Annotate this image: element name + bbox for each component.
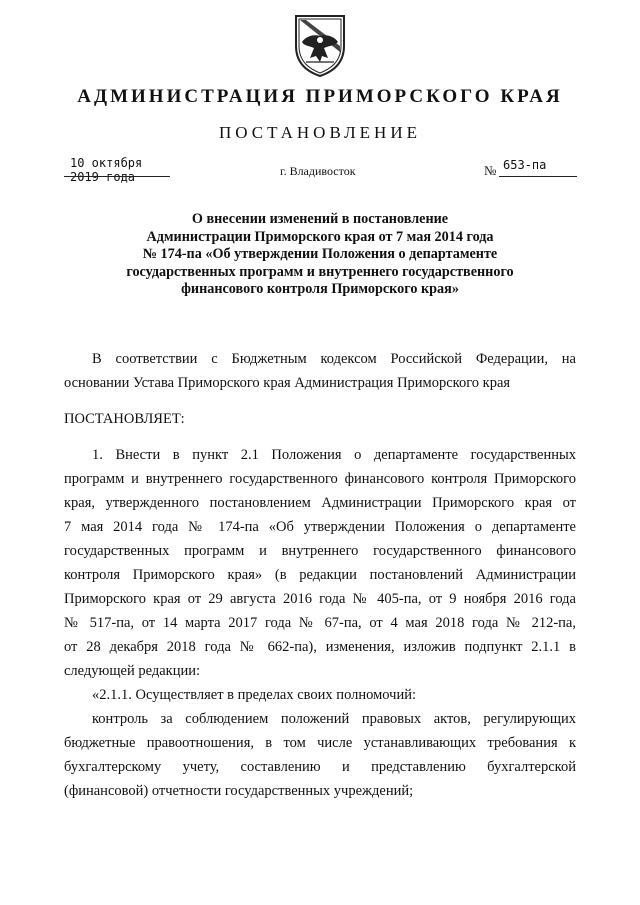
document-type: ПОСТАНОВЛЕНИЕ	[218, 123, 421, 142]
item1-line: следующей редакции:	[64, 663, 201, 679]
coat-of-arms-icon	[288, 12, 352, 78]
item1-line: государственных программ и внутреннего государственного финансового	[64, 543, 576, 559]
item1-line: Приморского края от 29 августа 2016 года № 405-па, от 9 ноября 2016 года	[64, 591, 576, 607]
document-city: г. Владивосток	[280, 164, 356, 178]
item1-line: № 517-па, от 14 марта 2017 года № 67-па, от 4 мая 2018 года № 212-па,	[64, 615, 576, 631]
item1-line: 1. Внести в пункт 2.1 Положения о департаменте государственных	[92, 447, 576, 463]
organization-title: АДМИНИСТРАЦИЯ ПРИМОРСКОГО КРАЯ	[77, 86, 563, 107]
preamble-line: основании Устава Приморского края Администрация Приморского края	[64, 375, 511, 391]
document-body	[64, 347, 576, 803]
item1-line: программ и внутреннего государственного финансового контроля Приморского	[64, 471, 576, 487]
decree-word: ПОСТАНОВЛЯЕТ:	[64, 411, 185, 427]
item1-line: 7 мая 2014 года № 174-па «Об утверждении Положения о департаменте	[64, 519, 576, 535]
title-line: Администрации Приморского края от 7 мая 2014 года	[146, 228, 494, 245]
document-date: 10 октября 2019 года	[70, 156, 143, 184]
title-line: государственных программ и внутреннего государственного	[126, 263, 514, 280]
subitem-211: «2.1.1. Осуществляет в пределах своих полномочий:	[92, 687, 416, 703]
control-line: контроль за соблюдением положений правовых актов, регулирующих	[92, 711, 576, 727]
control-line: (финансовой) отчетности государственных учреждений;	[64, 783, 414, 799]
document-title	[110, 211, 530, 299]
preamble-line: В соответствии с Бюджетным кодексом Российской Федерации, на	[92, 351, 576, 367]
date-underline	[64, 176, 170, 177]
title-line: № 174-па «Об утверждении Положения о департаменте	[142, 246, 498, 263]
number-label: №	[484, 163, 497, 178]
item1-line: контроля Приморского края» (в редакции постановлений Администрации	[64, 567, 576, 583]
number-underline	[499, 176, 577, 177]
item1-line: от 28 декабря 2018 года № 662-па), изменения, изложив подпункт 2.1.1 в	[64, 639, 576, 655]
document-number: 653-па	[503, 158, 547, 172]
control-line: бухгалтерскому учету, составлению и представлению бухгалтерской	[64, 759, 576, 775]
title-line: О внесении изменений в постановление	[191, 211, 449, 227]
control-line: бюджетные правоотношения, в том числе устанавливающих требования к	[64, 735, 576, 751]
title-line: финансового контроля Приморского края»	[181, 281, 459, 298]
item1-line: края, утвержденного постановлением Администрации Приморского края от	[64, 495, 576, 511]
